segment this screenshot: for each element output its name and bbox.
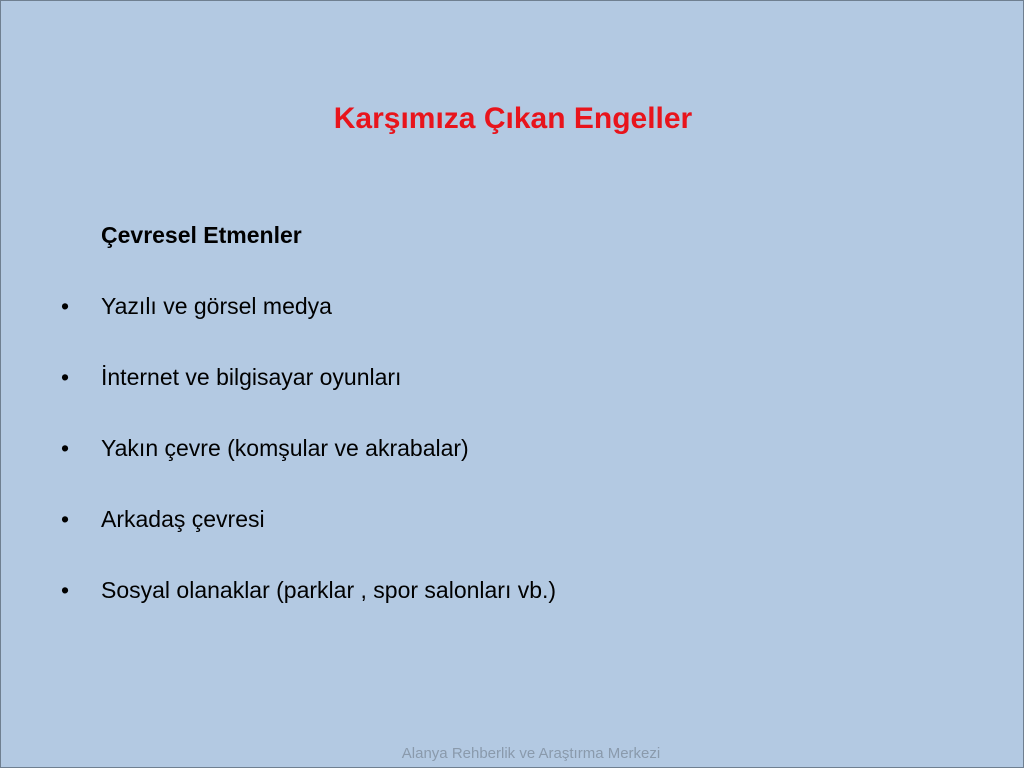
bullet-list (1, 290, 1024, 645)
slide-subheading: Çevresel Etmenler (101, 222, 302, 248)
bullet-text: Yazılı ve görsel medya (101, 293, 332, 319)
bullet-item (1, 361, 1024, 432)
bullet-text: Sosyal olanaklar (parklar , spor salonları vb.) (101, 577, 557, 603)
slide-title: Karşımıza Çıkan Engeller (333, 102, 693, 135)
bullet-item (1, 574, 1024, 645)
bullet-marker: • (61, 435, 70, 461)
bullet-item (1, 432, 1024, 503)
bullet-marker: • (61, 577, 70, 603)
bullet-item (1, 503, 1024, 574)
bullet-marker: • (61, 364, 70, 390)
slide-footer: Alanya Rehberlik ve Araştırma Merkezi (401, 745, 661, 762)
bullet-marker: • (61, 506, 70, 532)
bullet-item (1, 290, 1024, 361)
bullet-text: İnternet ve bilgisayar oyunları (101, 364, 402, 390)
bullet-marker: • (61, 293, 70, 319)
bullet-text: Arkadaş çevresi (101, 506, 265, 532)
bullet-text: Yakın çevre (komşular ve akrabalar) (101, 435, 469, 461)
